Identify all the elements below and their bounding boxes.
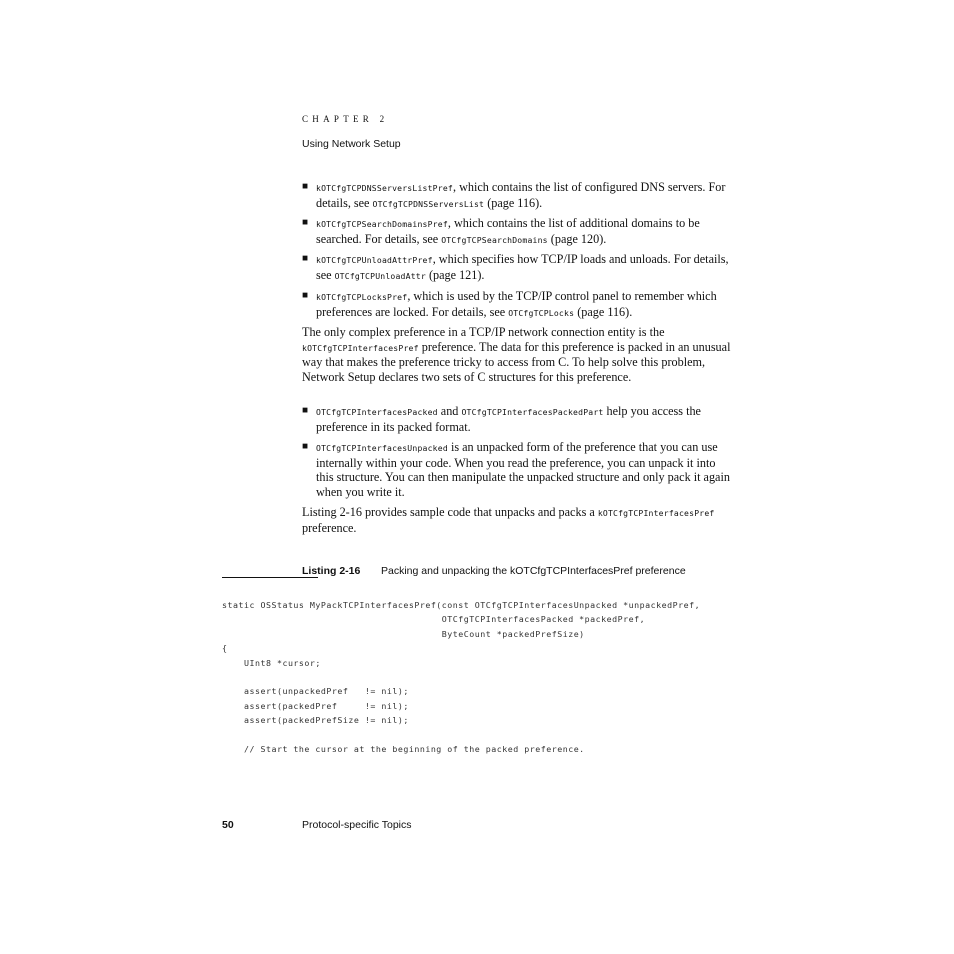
code-listing: static OSStatus MyPackTCPInterfacesPref(const OTCfgTCPInterfacesUnpacked *unpackedPref, OTCfgTCPInterfacesPacked *packedPref, ByteCount *packedPrefSize) { UInt8 *cursor; assert(unpackedPref != nil); assert(packedPref != nil); assert(packedPrefSize != nil); // Start the cursor at the beginning of the packed preference. [222,600,701,755]
list-item [302,289,732,320]
code-term: kOTCfgTCPDNSServersListPref [316,183,453,193]
list-item [302,440,732,499]
code-term: kOTCfgTCPInterfacesPref [302,342,419,353]
bullet-text: (page 120). [547,231,607,246]
code-term: OTCfgTCPInterfacesPacked [316,407,438,417]
bullet-text: , which specifies how TCP/IP loads and unloads. For details, see [316,252,729,282]
bullet-text: (page 121). [425,267,485,282]
code-ref: OTCfgTCPSearchDomains [441,234,548,245]
bullet-square-icon: ■ [302,290,309,301]
chapter-title: Using Network Setup [302,138,401,150]
paragraph-text: preference. The data for this preference is packed in an unusual way that makes the preference tricky to access from C. To help solve this problem, Network Setup declares two sets of C structures for this preference. [302,339,731,384]
bullet-text: help you access the preference in its packed format. [316,404,701,434]
list-item [302,252,732,283]
bullet-square-icon: ■ [302,441,309,452]
listing-number: Listing 2-16 [302,565,361,577]
bullet-square-icon: ■ [302,181,309,192]
body-paragraph [302,505,732,535]
bullet-text: (page 116). [484,195,543,210]
list-item [302,180,732,211]
paragraph-text: preference. [302,520,357,535]
code-ref: OTCfgTCPUnloadAttr [334,270,426,281]
list-item [302,404,732,434]
code-term: OTCfgTCPInterfacesUnpacked [316,443,448,453]
code-term: kOTCfgTCPInterfacesPref [597,508,715,518]
body-paragraph [302,325,732,384]
bullet-text: , which contains the list of configured DNS servers. For details, see [316,180,726,210]
listing-caption [302,565,686,577]
code-term: kOTCfgTCPUnloadAttrPref [316,255,433,265]
bullet-text: and [437,404,462,418]
list-item [302,216,732,247]
paragraph-text: Listing 2-16 provides sample code that unpacks and packs a [302,505,598,519]
listing-rule [222,577,318,578]
page-number: 50 [222,819,234,831]
bullet-text: (page 116). [574,304,633,319]
bullet-square-icon: ■ [302,253,309,264]
chapter-label: CHAPTER 2 [302,114,389,124]
code-ref: OTCfgTCPDNSServersList [372,198,485,209]
code-term: kOTCfgTCPLocksPref [316,292,408,302]
code-term: OTCfgTCPInterfacesPackedPart [461,407,604,417]
bullet-text: is an unpacked form of the preference that you can use internally within your code. When you read the preference, you can unpack it into this structure. You can then manipulate the unpacked structure and only pack it again when you write it. [316,440,730,499]
code-term: kOTCfgTCPSearchDomainsPref [316,219,448,229]
listing-title: Packing and unpacking the kOTCfgTCPInterfacesPref preference [381,565,686,577]
code-ref: OTCfgTCPLocks [508,307,575,318]
bullet-text: , which contains the list of additional domains to be searched. For details, see [316,216,700,246]
footer-section-title: Protocol-specific Topics [302,819,412,831]
bullet-square-icon: ■ [302,217,309,228]
bullet-square-icon: ■ [302,405,309,416]
paragraph-text: The only complex preference in a TCP/IP network connection entity is the [302,325,665,339]
bullet-text: , which is used by the TCP/IP control panel to remember which preferences are locked. For details, see [316,289,717,319]
